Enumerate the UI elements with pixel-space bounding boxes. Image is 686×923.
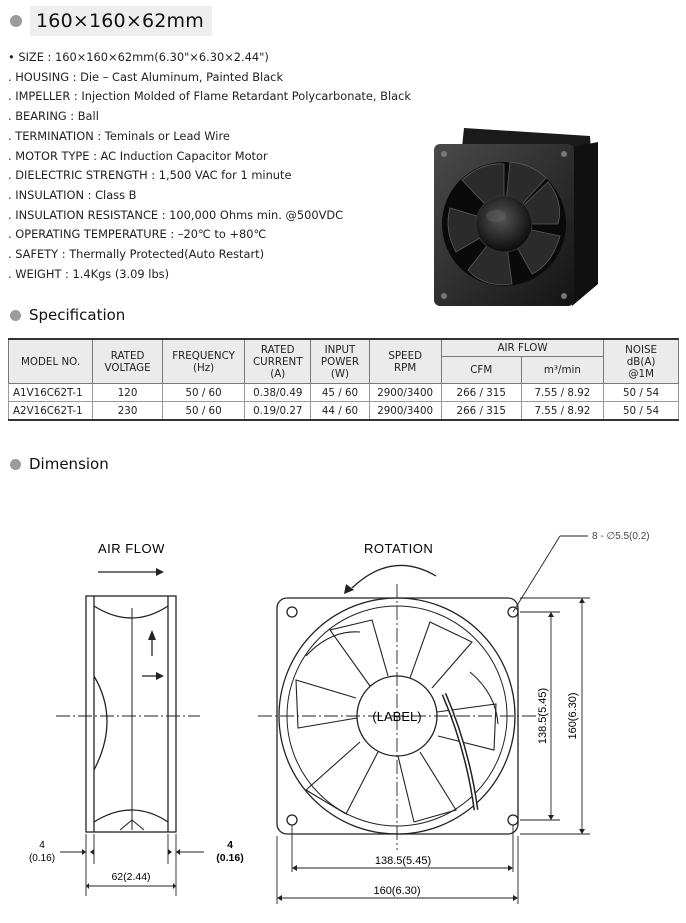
spec-item: . BEARING : Ball — [8, 109, 99, 124]
col-voltage — [93, 339, 163, 384]
col-noise — [604, 339, 679, 384]
spec-item: . INSULATION : Class B — [8, 187, 137, 202]
col-cfm: CFM — [441, 357, 521, 384]
cell-model: A2V16C62T-1 — [9, 402, 93, 421]
overall-height: 160(6.30) — [567, 692, 579, 740]
spec-item: . OPERATING TEMPERATURE : –20℃ to +80℃ — [8, 227, 267, 242]
specification-table — [8, 338, 679, 421]
col-m3: m³/min — [521, 357, 604, 384]
bullet-dot-icon — [10, 15, 22, 27]
cell-model: A1V16C62T-1 — [9, 384, 93, 402]
air-flow-label: AIR FLOW — [98, 541, 165, 556]
specification-heading — [10, 306, 125, 324]
fan-product-photo — [428, 124, 600, 316]
col-noise-l2: dB(A) — [626, 355, 656, 368]
col-current-l3: (A) — [270, 367, 286, 380]
spec-item: . TERMINATION : Teminals or Lead Wire — [8, 128, 230, 143]
side-view-body — [86, 596, 176, 832]
cell-power: 44 / 60 — [311, 402, 369, 421]
hole-pitch-vertical: 138.5(5.45) — [537, 687, 549, 745]
mount-hole-callout: 8 - ∅5.5(0.2) — [592, 531, 650, 542]
col-airflow: AIR FLOW — [441, 339, 603, 357]
col-frequency-l2: (Hz) — [192, 361, 215, 374]
spec-item: . HOUSING : Die – Cast Aluminum, Painted Black — [8, 69, 284, 84]
spec-item: . MOTOR TYPE : AC Induction Capacitor Motor — [8, 148, 268, 163]
table-row — [9, 402, 679, 421]
mount-hole-icon — [287, 607, 297, 617]
col-noise-l3: @1M — [628, 367, 654, 380]
cell-noise: 50 / 54 — [604, 384, 679, 402]
cell-voltage: 230 — [93, 402, 163, 421]
table-row — [9, 384, 679, 402]
rotation-label: ROTATION — [364, 541, 434, 556]
cell-m3: 7.55 / 8.92 — [521, 402, 604, 421]
spec-item: . WEIGHT : 1.4Kgs (3.09 lbs) — [8, 266, 170, 281]
side-offset-left-mm: 4 — [39, 840, 45, 851]
mount-hole-icon — [508, 815, 518, 825]
spec-item: . INSULATION RESISTANCE : 100,000 Ohms min. @500VDC — [8, 207, 344, 222]
col-speed-l2: RPM — [394, 361, 417, 374]
dimension-heading — [10, 455, 109, 473]
col-frequency-l1: FREQUENCY — [172, 349, 235, 362]
col-power — [311, 339, 369, 384]
col-voltage-l2: VOLTAGE — [104, 361, 151, 374]
cell-speed: 2900/3400 — [369, 402, 441, 421]
hole-pitch-horizontal: 138.5(5.45) — [374, 855, 432, 867]
cell-speed: 2900/3400 — [369, 384, 441, 402]
cell-frequency: 50 / 60 — [163, 402, 245, 421]
overall-width: 160(6.30) — [373, 885, 421, 897]
rotation-arrow-icon — [352, 565, 436, 588]
col-noise-l1: NOISE — [625, 343, 658, 356]
depth-dimension: 62(2.44) — [111, 871, 151, 883]
fan-label-text: (LABEL) — [372, 709, 422, 724]
bullet-dot-icon — [10, 310, 21, 321]
spec-item: . IMPELLER : Injection Molded of Flame Retardant Polycarbonate, Black — [8, 89, 411, 104]
cell-current: 0.38/0.49 — [245, 384, 311, 402]
side-offset-left-in: (0.16) — [28, 853, 56, 864]
col-current-l2: CURRENT — [252, 355, 303, 368]
cell-cfm: 266 / 315 — [441, 402, 521, 421]
spec-item: . SAFETY : Thermally Protected(Auto Restart) — [8, 247, 265, 262]
col-power-l1: INPUT — [324, 343, 356, 356]
cell-cfm: 266 / 315 — [441, 384, 521, 402]
col-model: MODEL NO. — [9, 339, 93, 384]
col-speed-l1: SPEED — [388, 349, 422, 362]
col-current — [245, 339, 311, 384]
cell-current: 0.19/0.27 — [245, 402, 311, 421]
cell-frequency: 50 / 60 — [163, 384, 245, 402]
side-offset-right-mm: 4 — [227, 839, 233, 851]
spec-item: . DIELECTRIC STRENGTH : 1,500 VAC for 1 minute — [8, 168, 292, 183]
page-title: 160×160×62mm — [30, 6, 212, 36]
spec-list — [8, 48, 411, 284]
bullet-dot-icon — [10, 459, 21, 470]
col-speed — [369, 339, 441, 384]
cell-power: 45 / 60 — [311, 384, 369, 402]
col-power-l2: POWER — [320, 355, 360, 368]
cell-voltage: 120 — [93, 384, 163, 402]
dimension-heading-text: Dimension — [29, 455, 109, 473]
title-area — [10, 6, 212, 36]
col-power-l3: (W) — [330, 367, 350, 380]
cell-m3: 7.55 / 8.92 — [521, 384, 604, 402]
col-voltage-l1: RATED — [110, 349, 145, 362]
col-frequency — [163, 339, 245, 384]
dimension-drawing — [0, 480, 686, 920]
col-current-l1: RATED — [260, 343, 295, 356]
specification-heading-text: Specification — [29, 306, 126, 324]
spec-item: • SIZE : 160×160×62mm(6.30"×6.30×2.44") — [8, 50, 269, 64]
side-offset-right-in: (0.16) — [216, 852, 244, 864]
mount-hole-icon — [287, 815, 297, 825]
cell-noise: 50 / 54 — [604, 402, 679, 421]
